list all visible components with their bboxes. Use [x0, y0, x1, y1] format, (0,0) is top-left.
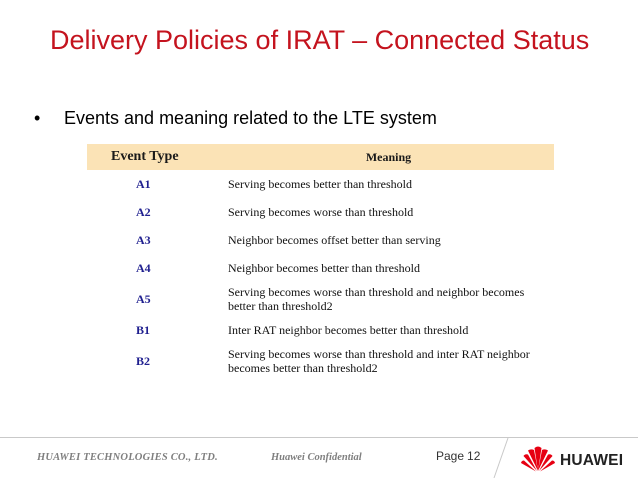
page-number [436, 449, 480, 463]
event-meaning: Serving becomes worse than threshold [228, 205, 414, 219]
event-meaning: Neighbor becomes better than threshold [228, 261, 420, 275]
header-meaning: Meaning [223, 144, 554, 170]
event-meaning: Serving becomes worse than threshold and inter RAT neighbor becomes better than threshold2 [228, 347, 530, 375]
bullet-icon: • [34, 108, 41, 128]
huawei-logo [520, 444, 632, 474]
huawei-wordmark: HUAWEI [560, 452, 624, 469]
bullet-text: Events and meaning related to the LTE system [64, 108, 437, 128]
event-meaning: Neighbor becomes offset better than serving [228, 233, 441, 247]
bullet-item [34, 106, 437, 130]
footer-slash-divider [492, 438, 512, 478]
table-row [87, 316, 554, 344]
footer [0, 438, 638, 478]
slide-title: Delivery Policies of IRAT – Connected Status [50, 25, 590, 55]
event-code: B1 [136, 323, 151, 337]
event-meaning: Serving becomes worse than threshold and neighbor becomes better than threshold2 [228, 285, 525, 313]
header-event-type: Event Type [87, 144, 223, 170]
event-code: B2 [136, 354, 151, 368]
footer-confidential: Huawei Confidential [271, 452, 362, 463]
table-row [87, 344, 554, 378]
event-code: A5 [136, 292, 151, 306]
event-meaning: Serving becomes better than threshold [228, 177, 412, 191]
table-row [87, 254, 554, 282]
page-label: Page [436, 449, 465, 463]
event-code: A1 [136, 177, 151, 191]
event-code: A4 [136, 261, 151, 275]
events-table [87, 144, 554, 378]
huawei-flower-icon [520, 444, 556, 474]
table-row [87, 226, 554, 254]
table-row [87, 170, 554, 198]
event-code: A2 [136, 205, 151, 219]
event-meaning: Inter RAT neighbor becomes better than threshold [228, 323, 469, 337]
table-row [87, 198, 554, 226]
table-header-row [87, 144, 554, 170]
footer-company: HUAWEI TECHNOLOGIES CO., LTD. [37, 452, 218, 463]
page-value: 12 [467, 449, 481, 463]
table-row [87, 282, 554, 316]
event-code: A3 [136, 233, 151, 247]
